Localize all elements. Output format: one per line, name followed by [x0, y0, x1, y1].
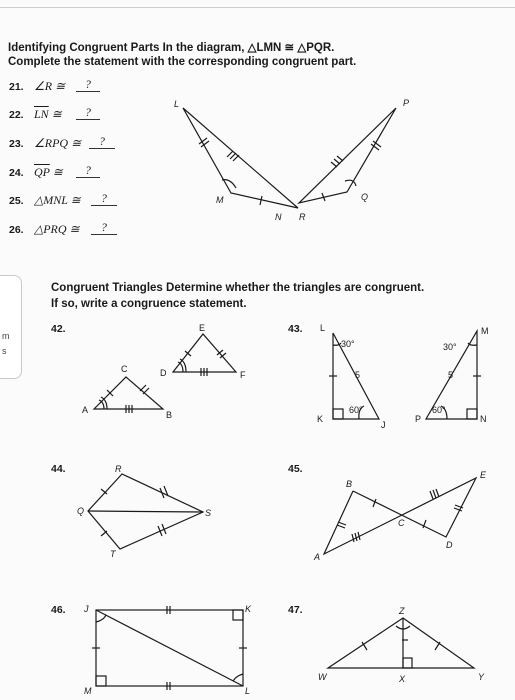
problem-number: 46. [51, 604, 66, 616]
vertex-label: R [299, 212, 306, 222]
tick-mark [435, 642, 440, 650]
vertex-label: P [403, 98, 410, 108]
tick-mark [373, 499, 376, 507]
problem-number: 42. [51, 323, 66, 335]
figure-44 [88, 474, 203, 549]
triangle-lmn [183, 108, 298, 208]
answer-blank: ? [91, 222, 117, 235]
angle-arc [233, 674, 243, 681]
right-angle-mark [403, 658, 412, 668]
vertex-label: N [275, 212, 282, 222]
figure-45 [324, 478, 476, 554]
vertex-label: F [240, 370, 246, 380]
margin-char: m [2, 331, 10, 341]
vertex-label: Z [399, 606, 405, 616]
angle-arc [99, 400, 104, 409]
vertex-label: A [82, 405, 89, 415]
vertex-label: R [115, 464, 122, 474]
tick-mark [337, 525, 345, 528]
vertex-label: E [480, 470, 487, 480]
exercise-expression: ∠RPQ ≅ [34, 136, 82, 150]
side-label: 5 [448, 370, 454, 380]
angle-label: 60° [349, 405, 363, 415]
answer-blank: ? [76, 79, 100, 92]
angle-arc [96, 615, 106, 622]
tick-mark [433, 490, 436, 498]
tick-mark [101, 531, 107, 536]
triangle-pqr-shape [299, 108, 396, 203]
vertex-label: M [84, 686, 92, 696]
diagonal-qs [88, 511, 203, 512]
exercise-expression: △MNL ≅ [34, 193, 81, 207]
figure-46 [92, 606, 247, 690]
vertex-label: J [381, 420, 386, 430]
vertex-label: M [481, 326, 489, 336]
section1-title-bold: Identifying Congruent Parts [8, 42, 160, 54]
vertex-label: J [84, 604, 89, 614]
exercise-expression: ∠R ≅ [34, 79, 66, 93]
vertex-label: D [160, 368, 167, 378]
triangle-acb [94, 377, 163, 409]
tick-mark [143, 388, 149, 394]
exercise-expression: ≅ [48, 107, 62, 121]
diagram-labels [77, 98, 489, 696]
vertex-label: E [199, 323, 206, 333]
vertex-label: Q [361, 192, 369, 202]
vertex-label: K [317, 414, 324, 424]
tick-mark [430, 491, 433, 499]
exercise-number: 26. [9, 224, 24, 236]
tick-mark [337, 156, 343, 161]
tick-mark [260, 196, 262, 205]
vertex-label: M [216, 195, 224, 205]
right-angle-mark [96, 676, 106, 686]
diagonal-jl [96, 610, 243, 686]
answer-blank: ? [91, 193, 117, 206]
vertex-label: X [399, 674, 406, 684]
exercise-number: 23. [9, 138, 24, 150]
segment-name: $\overline{QP}$ [34, 165, 50, 179]
vertex-label: T [110, 549, 116, 559]
triangle-wzy [328, 618, 474, 668]
angle-arc [178, 362, 183, 372]
section2-title: Congruent Triangles Determine whether the triangles are congruent. [51, 282, 425, 294]
vertex-label: W [318, 672, 327, 682]
vertex-label: Y [478, 672, 485, 682]
section1-subtitle: Complete the statement with the corresponding congruent part. [8, 56, 357, 68]
margin-char: s [2, 346, 7, 356]
answer-blank: ? [76, 107, 100, 120]
triangle-lmn-shape [183, 108, 298, 208]
vertex-label: D [446, 540, 453, 550]
vertex-label: C [398, 518, 405, 528]
vertex-label: B [166, 410, 173, 420]
figure-47 [328, 618, 474, 668]
section2-subtitle: If so, write a congruence statement. [51, 298, 247, 310]
vertex-label: C [121, 364, 128, 374]
vertex-label: K [245, 604, 252, 614]
right-angle-mark [467, 409, 477, 419]
right-angle-mark [333, 409, 343, 419]
angle-label: 30° [341, 339, 355, 349]
exercise-expression: △PRQ ≅ [34, 222, 80, 236]
tick-mark [436, 489, 439, 497]
section1-title-rest: In the diagram, △LMN ≅ △PQR. [159, 42, 335, 54]
problem-number: 43. [288, 323, 303, 335]
vertex-label: Q [77, 506, 85, 516]
vertex-label: P [415, 414, 422, 424]
exercise-expression: ≅ [49, 165, 63, 179]
exercise-number: 24. [9, 167, 24, 179]
vertex-label: N [480, 414, 487, 424]
triangles-bca-ecd [324, 478, 476, 554]
tick-mark [140, 385, 146, 391]
angle-label: 30° [443, 342, 457, 352]
problem-number: 45. [288, 463, 303, 475]
exercise-number: 25. [9, 195, 24, 207]
tick-mark [334, 159, 340, 164]
vertex-label: S [205, 508, 212, 518]
problem-number: 47. [288, 604, 303, 616]
vertex-label: L [174, 99, 180, 109]
vertex-label: A [314, 552, 321, 562]
triangle-pqr [299, 108, 396, 203]
right-angle-mark [233, 610, 243, 620]
problem-number: 44. [51, 463, 66, 475]
angle-label: 60° [432, 405, 446, 415]
tick-mark [338, 522, 346, 525]
vertex-label: L [320, 323, 326, 333]
answer-blank: ? [76, 165, 100, 178]
angle-arc [333, 343, 341, 345]
answer-blank: ? [89, 136, 115, 149]
vertex-label: L [245, 686, 251, 696]
segment-name: $\overline{LN}$ [34, 107, 49, 121]
exercise-number: 21. [9, 81, 24, 93]
exercise-number: 22. [9, 109, 24, 121]
side-label: 5 [355, 370, 361, 380]
tick-mark [331, 162, 337, 167]
tick-mark [352, 534, 354, 542]
vertex-label: B [346, 479, 353, 489]
